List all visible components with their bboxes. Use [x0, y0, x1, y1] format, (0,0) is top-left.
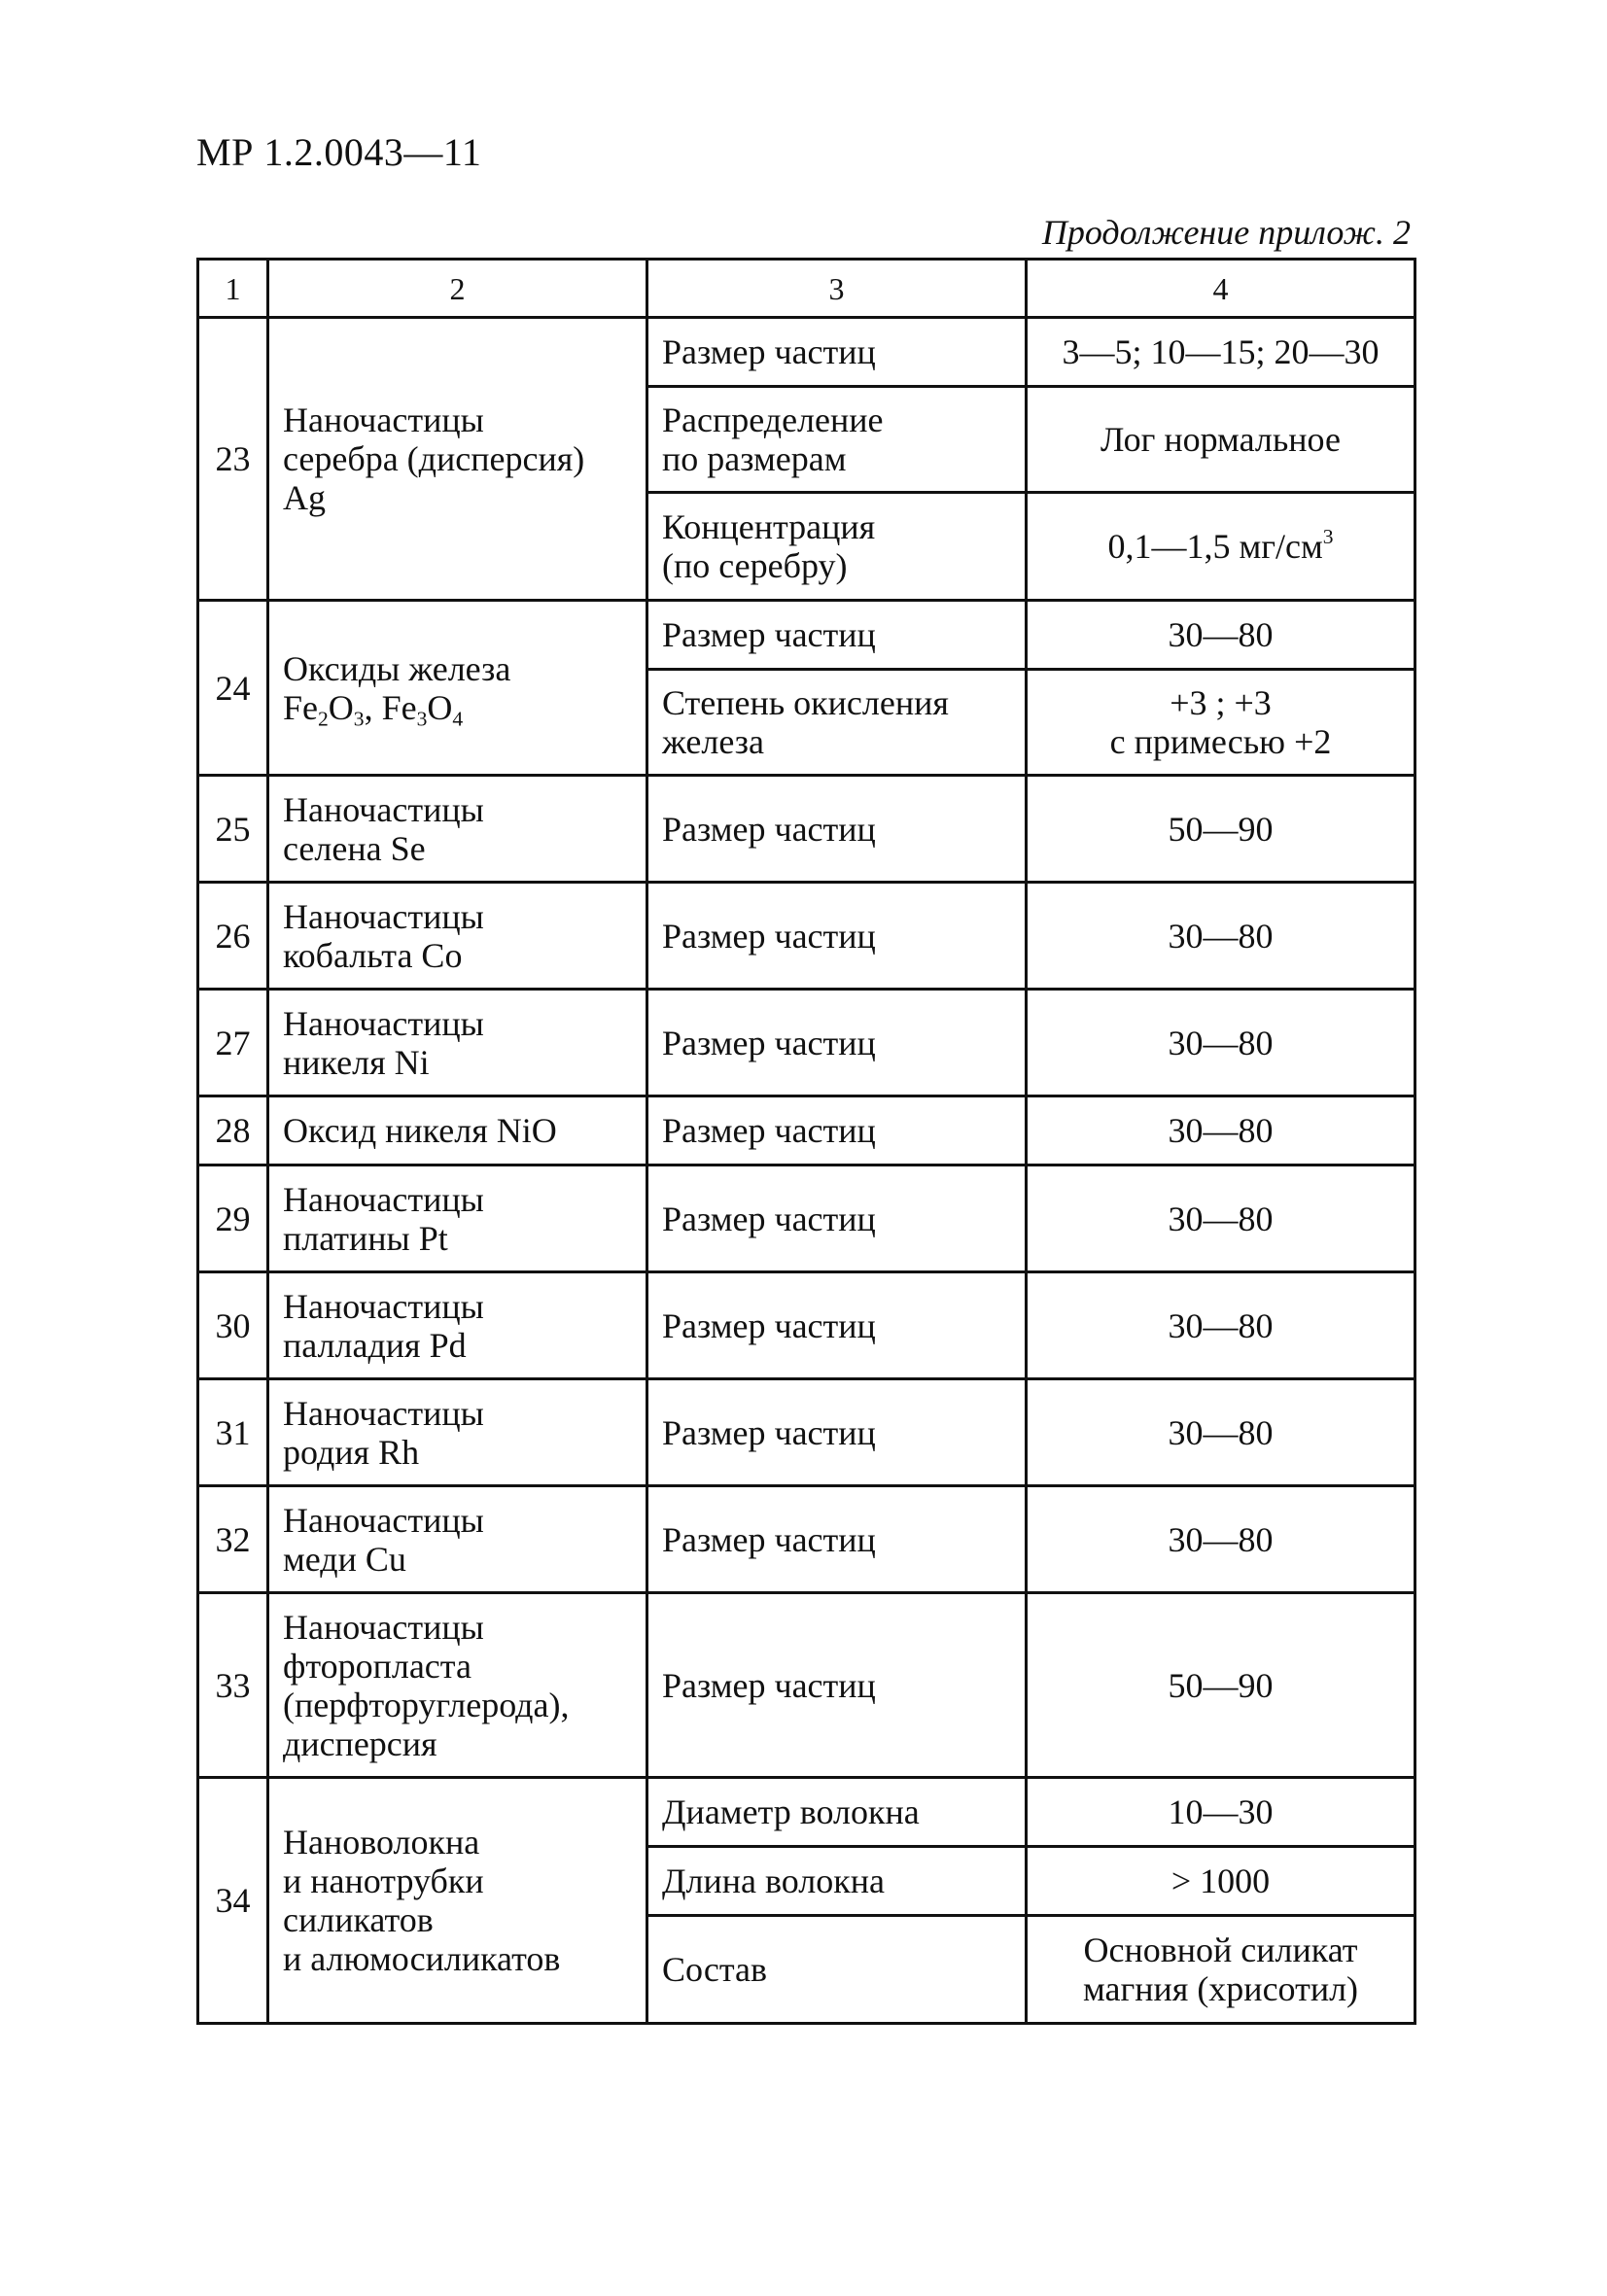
- name-line: Ag: [283, 478, 326, 517]
- parameter-cell: Размер частиц: [647, 1096, 1027, 1165]
- name-line: серебра (дисперсия): [283, 439, 585, 478]
- value-cell: [1027, 1916, 1415, 2024]
- nanomaterials-table: [196, 258, 1416, 2025]
- value-line: Основной силикат: [1083, 1931, 1358, 1969]
- value-cell: 50—90: [1027, 1593, 1415, 1778]
- parameter-cell: [647, 670, 1027, 776]
- material-name: [268, 990, 647, 1096]
- material-name: [268, 1778, 647, 2024]
- param-line: (по серебру): [662, 546, 848, 585]
- name-line: селена Se: [283, 828, 426, 868]
- subscript: 3: [416, 706, 428, 730]
- formula-part: O: [328, 687, 354, 727]
- name-line: Оксиды железа: [283, 648, 511, 688]
- name-line: никеля Ni: [283, 1042, 430, 1082]
- column-header: 4: [1027, 260, 1415, 318]
- table-row: [198, 1593, 1415, 1778]
- table-row: [198, 1486, 1415, 1593]
- parameter-cell: Размер частиц: [647, 1593, 1027, 1778]
- material-name: [268, 1272, 647, 1379]
- parameter-cell: Состав: [647, 1916, 1027, 2024]
- document-code: МР 1.2.0043—11: [196, 130, 482, 174]
- subscript: 2: [318, 706, 329, 730]
- table-row: [198, 1379, 1415, 1486]
- table-row: [198, 1096, 1415, 1165]
- param-line: Концентрация: [662, 507, 876, 546]
- material-name: [268, 1096, 647, 1165]
- name-line: Наночастицы: [283, 400, 484, 439]
- name-line: Оксид никеля NiO: [283, 1111, 557, 1150]
- name-line: палладия Pd: [283, 1325, 467, 1365]
- param-line: по размерам: [662, 439, 847, 478]
- name-line: меди Cu: [283, 1539, 406, 1579]
- parameter-cell: Размер частиц: [647, 1165, 1027, 1272]
- name-line: силикатов: [283, 1900, 434, 1939]
- table-row: [198, 1778, 1415, 1847]
- value-text: 0,1—1,5 мг/см: [1107, 527, 1323, 566]
- row-number: 34: [198, 1778, 268, 2024]
- parameter-cell: [647, 387, 1027, 493]
- row-number: 29: [198, 1165, 268, 1272]
- table-row: [198, 990, 1415, 1096]
- name-line: Наночастицы: [283, 1607, 484, 1647]
- formula-part: ,: [364, 687, 382, 727]
- row-number: 33: [198, 1593, 268, 1778]
- value-cell: Лог нормальное: [1027, 387, 1415, 493]
- formula-part: Fe: [283, 687, 318, 727]
- material-name: [268, 318, 647, 601]
- param-line: Распределение: [662, 400, 884, 439]
- value-line: магния (хрисотил): [1082, 1969, 1359, 2008]
- table-row: [198, 1165, 1415, 1272]
- param-line: Степень окисления: [662, 683, 949, 722]
- parameter-cell: Размер частиц: [647, 1486, 1027, 1593]
- name-line: и алюмосиликатов: [283, 1939, 561, 1978]
- parameter-cell: Размер частиц: [647, 776, 1027, 883]
- parameter-cell: Длина волокна: [647, 1847, 1027, 1916]
- row-number: 31: [198, 1379, 268, 1486]
- name-line: фторопласта: [283, 1646, 472, 1686]
- value-line: с примесью +2: [1109, 722, 1332, 761]
- formula-part: O: [427, 687, 453, 727]
- name-line: дисперсия: [283, 1723, 437, 1763]
- name-line: и нанотрубки: [283, 1861, 484, 1900]
- value-cell: 30—80: [1027, 1096, 1415, 1165]
- name-line: (перфторуглерода),: [283, 1685, 570, 1724]
- row-number: 28: [198, 1096, 268, 1165]
- row-number: 25: [198, 776, 268, 883]
- parameter-cell: Диаметр волокна: [647, 1778, 1027, 1847]
- formula-part: Fe: [381, 687, 417, 727]
- material-name: [268, 883, 647, 990]
- row-number: 30: [198, 1272, 268, 1379]
- value-line: +3 ; +3: [1170, 683, 1272, 722]
- material-name: [268, 1165, 647, 1272]
- subscript: 3: [353, 706, 365, 730]
- superscript: 3: [1322, 524, 1334, 548]
- value-cell: 3—5; 10—15; 20—30: [1027, 318, 1415, 387]
- value-cell: 30—80: [1027, 1379, 1415, 1486]
- value-cell: 30—80: [1027, 990, 1415, 1096]
- material-name: [268, 601, 647, 776]
- row-number: 32: [198, 1486, 268, 1593]
- value-cell: 30—80: [1027, 601, 1415, 670]
- value-cell: [1027, 493, 1415, 601]
- name-line: Наночастицы: [283, 1393, 484, 1433]
- value-cell: 30—80: [1027, 1486, 1415, 1593]
- value-cell: > 1000: [1027, 1847, 1415, 1916]
- value-cell: 30—80: [1027, 1165, 1415, 1272]
- param-line: железа: [662, 722, 764, 761]
- parameter-cell: [647, 493, 1027, 601]
- column-header: 2: [268, 260, 647, 318]
- row-number: 27: [198, 990, 268, 1096]
- name-line: Наночастицы: [283, 1500, 484, 1540]
- parameter-cell: Размер частиц: [647, 883, 1027, 990]
- row-number: 24: [198, 601, 268, 776]
- row-number: 26: [198, 883, 268, 990]
- material-name: [268, 776, 647, 883]
- table-header-row: [198, 260, 1415, 318]
- value-cell: 50—90: [1027, 776, 1415, 883]
- parameter-cell: Размер частиц: [647, 601, 1027, 670]
- subscript: 4: [452, 706, 464, 730]
- table-row: [198, 1272, 1415, 1379]
- table-row: [198, 776, 1415, 883]
- name-line: Наночастицы: [283, 789, 484, 829]
- parameter-cell: Размер частиц: [647, 1272, 1027, 1379]
- parameter-cell: Размер частиц: [647, 990, 1027, 1096]
- material-name: [268, 1593, 647, 1778]
- parameter-cell: Размер частиц: [647, 318, 1027, 387]
- name-line: платины Pt: [283, 1218, 448, 1258]
- continuation-note: Продолжение прилож. 2: [1041, 213, 1411, 252]
- column-header: 1: [198, 260, 268, 318]
- name-line: кобальта Co: [283, 935, 463, 975]
- table-row: [198, 601, 1415, 670]
- value-cell: 30—80: [1027, 883, 1415, 990]
- material-name: [268, 1379, 647, 1486]
- name-line: Наночастицы: [283, 1286, 484, 1326]
- chemical-formula: [283, 687, 632, 730]
- value-cell: [1027, 670, 1415, 776]
- name-line: Наночастицы: [283, 1003, 484, 1043]
- value-cell: 30—80: [1027, 1272, 1415, 1379]
- parameter-cell: Размер частиц: [647, 1379, 1027, 1486]
- name-line: Нановолокна: [283, 1823, 480, 1861]
- column-header: 3: [647, 260, 1027, 318]
- table-row: [198, 883, 1415, 990]
- value-cell: 10—30: [1027, 1778, 1415, 1847]
- material-name: [268, 1486, 647, 1593]
- name-line: Наночастицы: [283, 896, 484, 936]
- name-line: родия Rh: [283, 1432, 420, 1472]
- row-number: 23: [198, 318, 268, 601]
- name-line: Наночастицы: [283, 1179, 484, 1219]
- table-row: [198, 318, 1415, 387]
